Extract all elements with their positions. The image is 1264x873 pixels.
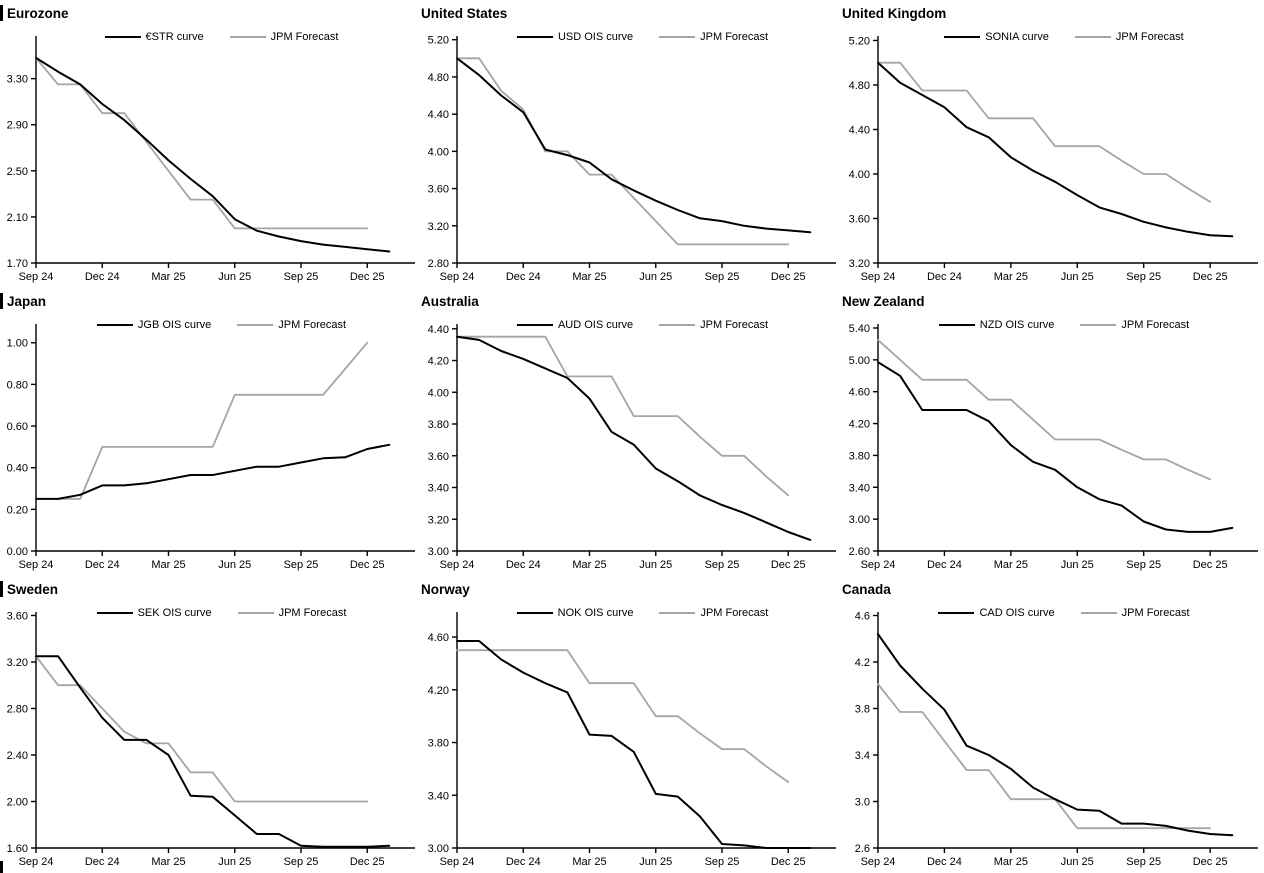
x-tick-label: Sep 24 bbox=[439, 559, 475, 571]
chart-title: Australia bbox=[421, 293, 479, 309]
y-tick-label: 5.20 bbox=[848, 35, 870, 48]
x-tick-label: Mar 25 bbox=[151, 856, 186, 868]
y-tick-label: 4.20 bbox=[427, 355, 449, 368]
y-tick-label: 4.40 bbox=[427, 323, 449, 336]
forecast-line bbox=[878, 684, 1210, 828]
legend-label: JPM Forecast bbox=[1121, 607, 1190, 619]
line-chart bbox=[0, 311, 421, 576]
x-tick-label: Dec 24 bbox=[926, 856, 962, 868]
chart-title: Eurozone bbox=[7, 5, 69, 21]
chart-title-row bbox=[842, 291, 1264, 311]
chart-panel bbox=[842, 288, 1264, 576]
x-tick-label: Sep 25 bbox=[1126, 559, 1162, 571]
y-tick-label: 3.20 bbox=[427, 514, 449, 527]
chart-title: Canada bbox=[842, 581, 891, 597]
chart-title: United States bbox=[421, 5, 508, 21]
chart-title: Norway bbox=[421, 581, 470, 597]
x-tick-label: Mar 25 bbox=[151, 559, 186, 571]
legend-label: SEK OIS curve bbox=[137, 607, 212, 619]
x-tick-label: Mar 25 bbox=[993, 271, 1028, 283]
forecast-line bbox=[457, 650, 788, 782]
y-tick-label: 3.60 bbox=[427, 450, 449, 463]
chart-title: Sweden bbox=[7, 581, 59, 597]
y-tick-label: 0.40 bbox=[6, 462, 28, 475]
plot-area bbox=[842, 599, 1264, 873]
market-curve-line bbox=[457, 337, 810, 540]
y-tick-label: 3.40 bbox=[427, 482, 449, 495]
y-tick-label: 4.20 bbox=[848, 418, 870, 431]
legend-label: JPM Forecast bbox=[700, 31, 769, 43]
plot-area bbox=[421, 599, 842, 873]
market-curve-line bbox=[36, 58, 389, 252]
legend-label: €STR curve bbox=[145, 31, 204, 43]
y-tick-label: 3.8 bbox=[854, 703, 870, 716]
chart-panel bbox=[842, 0, 1264, 288]
chart-title-row bbox=[421, 3, 842, 23]
x-tick-label: Sep 25 bbox=[1126, 856, 1162, 868]
legend-label: JPM Forecast bbox=[278, 319, 347, 331]
legend-label: CAD OIS curve bbox=[979, 607, 1055, 619]
y-tick-label: 4.40 bbox=[848, 124, 870, 137]
line-chart bbox=[842, 23, 1264, 288]
y-tick-label: 2.50 bbox=[6, 165, 28, 178]
chart-panel bbox=[0, 288, 421, 576]
legend-label: NZD OIS curve bbox=[979, 319, 1055, 331]
chart-title: United Kingdom bbox=[842, 5, 947, 21]
x-tick-label: Mar 25 bbox=[993, 856, 1028, 868]
y-tick-label: 3.60 bbox=[6, 610, 28, 623]
legend-label: SONIA curve bbox=[985, 31, 1049, 43]
x-tick-label: Dec 25 bbox=[1192, 271, 1228, 283]
y-tick-label: 2.60 bbox=[848, 546, 870, 558]
y-tick-label: 3.60 bbox=[848, 213, 870, 226]
y-tick-label: 3.0 bbox=[854, 796, 870, 809]
y-tick-label: 2.80 bbox=[427, 258, 449, 270]
y-tick-label: 4.40 bbox=[427, 109, 449, 122]
forecast-line bbox=[457, 58, 788, 244]
y-tick-label: 3.40 bbox=[848, 482, 870, 495]
chart-title-row bbox=[421, 291, 842, 311]
plot-area bbox=[421, 311, 842, 576]
title-accent-bar bbox=[0, 581, 3, 597]
x-tick-label: Jun 25 bbox=[1060, 271, 1094, 283]
plot-area bbox=[0, 599, 421, 873]
line-chart bbox=[842, 311, 1264, 576]
x-tick-label: Sep 25 bbox=[1126, 271, 1162, 283]
x-tick-label: Dec 25 bbox=[770, 559, 806, 571]
page-edge-mark bbox=[0, 861, 3, 873]
y-tick-label: 3.20 bbox=[848, 258, 870, 270]
x-tick-label: Sep 24 bbox=[439, 271, 475, 283]
legend-label: JPM Forecast bbox=[278, 607, 347, 619]
x-tick-label: Dec 25 bbox=[1192, 559, 1228, 571]
chart-panel bbox=[0, 576, 421, 873]
plot-area bbox=[421, 23, 842, 288]
x-tick-label: Dec 25 bbox=[349, 559, 385, 571]
x-tick-label: Dec 24 bbox=[926, 271, 962, 283]
y-tick-label: 2.10 bbox=[6, 211, 28, 224]
x-tick-label: Dec 24 bbox=[505, 271, 541, 283]
chart-panel bbox=[0, 0, 421, 288]
y-tick-label: 3.30 bbox=[6, 73, 28, 86]
y-tick-label: 4.60 bbox=[848, 386, 870, 399]
y-tick-label: 5.00 bbox=[848, 354, 870, 367]
y-tick-label: 3.80 bbox=[427, 737, 449, 750]
x-tick-label: Dec 24 bbox=[84, 271, 120, 283]
chart-panel bbox=[421, 0, 842, 288]
x-tick-label: Dec 25 bbox=[770, 271, 806, 283]
legend-label: JGB OIS curve bbox=[137, 319, 212, 331]
x-tick-label: Jun 25 bbox=[639, 559, 673, 571]
chart-title-row bbox=[0, 3, 421, 23]
y-tick-label: 2.80 bbox=[6, 703, 28, 716]
x-tick-label: Mar 25 bbox=[572, 856, 607, 868]
market-curve-line bbox=[36, 445, 389, 499]
x-tick-label: Sep 25 bbox=[283, 271, 319, 283]
x-tick-label: Sep 24 bbox=[860, 271, 896, 283]
y-tick-label: 4.20 bbox=[427, 684, 449, 697]
y-tick-label: 4.00 bbox=[427, 146, 449, 159]
x-tick-label: Sep 25 bbox=[704, 271, 740, 283]
market-curve-line bbox=[878, 362, 1232, 532]
x-tick-label: Dec 24 bbox=[84, 559, 120, 571]
y-tick-label: 3.4 bbox=[854, 749, 870, 762]
plot-area bbox=[842, 311, 1264, 576]
legend-label: JPM Forecast bbox=[700, 607, 769, 619]
market-curve-line bbox=[878, 63, 1232, 237]
y-tick-label: 1.60 bbox=[6, 843, 28, 855]
y-tick-label: 0.20 bbox=[6, 504, 28, 517]
y-tick-label: 2.00 bbox=[6, 796, 28, 809]
x-tick-label: Dec 25 bbox=[349, 271, 385, 283]
legend-label: AUD OIS curve bbox=[557, 319, 634, 331]
legend-label: JPM Forecast bbox=[1121, 319, 1190, 331]
x-tick-label: Jun 25 bbox=[218, 856, 252, 868]
line-chart bbox=[0, 23, 421, 288]
forecast-line bbox=[457, 337, 788, 496]
x-tick-label: Sep 25 bbox=[283, 856, 319, 868]
y-tick-label: 3.80 bbox=[427, 419, 449, 432]
y-tick-label: 3.80 bbox=[848, 450, 870, 463]
legend-label: JPM Forecast bbox=[700, 319, 769, 331]
x-tick-label: Dec 25 bbox=[770, 856, 806, 868]
y-tick-label: 2.40 bbox=[6, 749, 28, 762]
x-tick-label: Dec 24 bbox=[84, 856, 120, 868]
y-tick-label: 5.20 bbox=[427, 34, 449, 47]
line-chart bbox=[421, 599, 842, 873]
x-tick-label: Jun 25 bbox=[1060, 856, 1094, 868]
x-tick-label: Dec 24 bbox=[926, 559, 962, 571]
y-tick-label: 3.00 bbox=[427, 843, 449, 855]
x-tick-label: Dec 24 bbox=[505, 559, 541, 571]
y-tick-label: 5.40 bbox=[848, 322, 870, 335]
x-tick-label: Mar 25 bbox=[572, 271, 607, 283]
legend-label: JPM Forecast bbox=[270, 31, 339, 43]
plot-area bbox=[0, 23, 421, 288]
chart-title-row bbox=[0, 579, 421, 599]
x-tick-label: Sep 24 bbox=[860, 856, 896, 868]
x-tick-label: Sep 25 bbox=[704, 559, 740, 571]
forecast-line bbox=[878, 63, 1210, 202]
y-tick-label: 3.20 bbox=[6, 656, 28, 669]
y-tick-label: 4.80 bbox=[427, 71, 449, 84]
market-curve-line bbox=[457, 641, 810, 848]
title-accent-bar bbox=[0, 293, 3, 309]
forecast-line bbox=[36, 656, 367, 801]
y-tick-label: 3.20 bbox=[427, 220, 449, 233]
x-tick-label: Dec 25 bbox=[1192, 856, 1228, 868]
legend-label: USD OIS curve bbox=[557, 31, 634, 43]
plot-area bbox=[0, 311, 421, 576]
x-tick-label: Sep 25 bbox=[283, 559, 319, 571]
line-chart bbox=[421, 311, 842, 576]
chart-title: New Zealand bbox=[842, 293, 925, 309]
x-tick-label: Mar 25 bbox=[572, 559, 607, 571]
y-tick-label: 4.80 bbox=[848, 79, 870, 92]
y-tick-label: 2.6 bbox=[854, 843, 870, 855]
x-tick-label: Dec 25 bbox=[349, 856, 385, 868]
chart-panel bbox=[421, 576, 842, 873]
x-tick-label: Sep 24 bbox=[439, 856, 475, 868]
y-tick-label: 3.00 bbox=[427, 546, 449, 558]
x-tick-label: Sep 24 bbox=[18, 559, 54, 571]
x-tick-label: Sep 25 bbox=[704, 856, 740, 868]
y-tick-label: 1.00 bbox=[6, 337, 28, 350]
market-curve-line bbox=[36, 656, 389, 847]
chart-title: Japan bbox=[7, 293, 47, 309]
chart-title-row bbox=[421, 579, 842, 599]
title-accent-bar bbox=[0, 5, 3, 21]
y-tick-label: 0.80 bbox=[6, 379, 28, 392]
y-tick-label: 3.40 bbox=[427, 790, 449, 803]
x-tick-label: Sep 24 bbox=[18, 856, 54, 868]
x-tick-label: Mar 25 bbox=[151, 271, 186, 283]
x-tick-label: Jun 25 bbox=[218, 271, 252, 283]
y-tick-label: 0.60 bbox=[6, 421, 28, 434]
y-tick-label: 4.6 bbox=[854, 610, 870, 623]
chart-panel bbox=[421, 288, 842, 576]
plot-area bbox=[842, 23, 1264, 288]
y-tick-label: 0.00 bbox=[6, 546, 28, 558]
market-curve-line bbox=[457, 58, 810, 232]
y-tick-label: 3.00 bbox=[848, 514, 870, 527]
x-tick-label: Sep 24 bbox=[860, 559, 896, 571]
y-tick-label: 2.90 bbox=[6, 119, 28, 132]
y-tick-label: 4.00 bbox=[848, 168, 870, 181]
chart-panel bbox=[842, 576, 1264, 873]
y-tick-label: 4.00 bbox=[427, 387, 449, 400]
legend-label: JPM Forecast bbox=[1115, 31, 1184, 43]
chart-title-row bbox=[842, 579, 1264, 599]
chart-title-row bbox=[842, 3, 1264, 23]
market-curve-line bbox=[878, 634, 1232, 835]
forecast-line bbox=[36, 58, 367, 229]
line-chart bbox=[0, 599, 421, 873]
y-tick-label: 3.60 bbox=[427, 183, 449, 196]
x-tick-label: Jun 25 bbox=[639, 271, 673, 283]
x-tick-label: Dec 24 bbox=[505, 856, 541, 868]
line-chart bbox=[842, 599, 1264, 873]
x-tick-label: Jun 25 bbox=[639, 856, 673, 868]
y-tick-label: 4.2 bbox=[854, 656, 870, 669]
x-tick-label: Sep 24 bbox=[18, 271, 54, 283]
x-tick-label: Jun 25 bbox=[1060, 559, 1094, 571]
y-tick-label: 1.70 bbox=[6, 258, 28, 270]
y-tick-label: 4.60 bbox=[427, 632, 449, 645]
line-chart bbox=[421, 23, 842, 288]
chart-title-row bbox=[0, 291, 421, 311]
x-tick-label: Mar 25 bbox=[993, 559, 1028, 571]
x-tick-label: Jun 25 bbox=[218, 559, 252, 571]
legend-label: NOK OIS curve bbox=[557, 607, 634, 619]
